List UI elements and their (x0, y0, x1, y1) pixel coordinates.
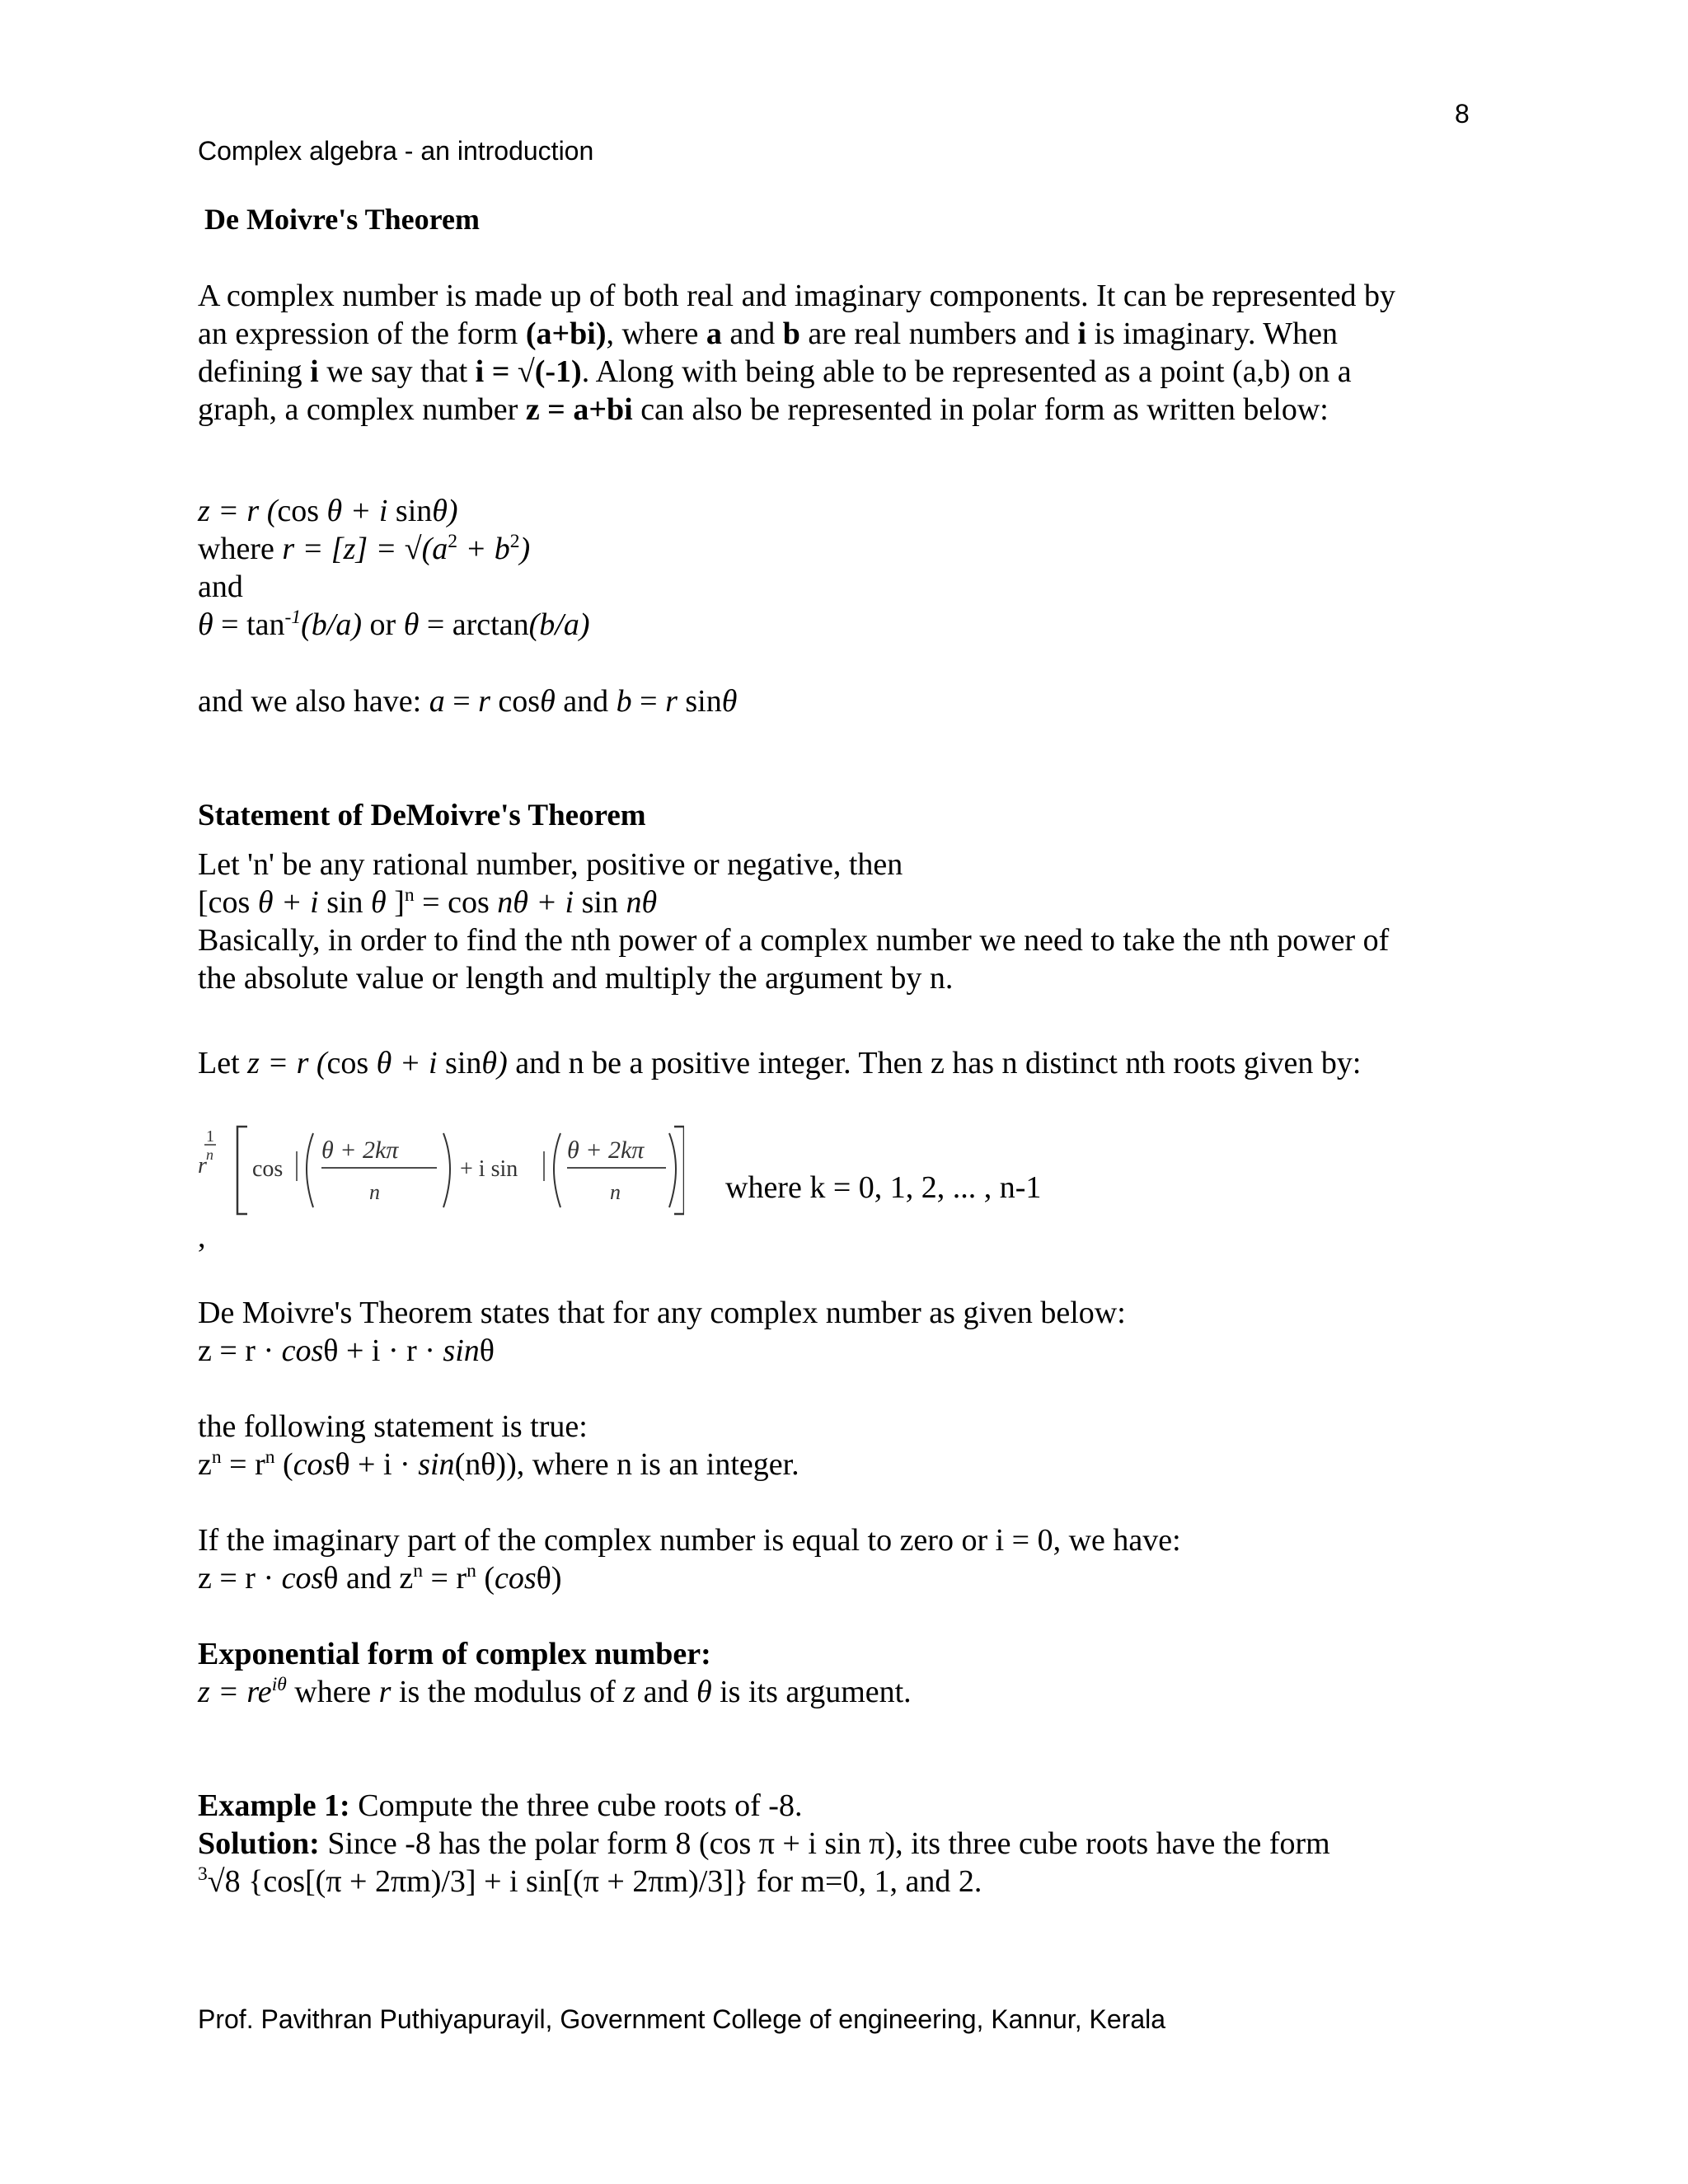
roots-intro-line: Let z = r (cos θ + i sinθ) and n be a positive integer. Then z has n distinct nth roots given by: (198, 1046, 1362, 1080)
text-line: an expression of the form (a+bi), where a and b are real numbers and i is imaginary. When (198, 316, 1338, 351)
text-line: If the imaginary part of the complex number is equal to zero or i = 0, we have: (198, 1523, 1181, 1558)
text-line: Basically, in order to find the nth power of a complex number we need to take the nth power of (198, 923, 1390, 958)
formula-line: z = r · cosθ and $z^n = r^n$ (cosθ) (198, 1559, 562, 1596)
cos-label: cos (252, 1156, 284, 1182)
exponential-heading: Exponential form of complex number: (198, 1637, 711, 1671)
exponent-numerator: 1 (206, 1127, 214, 1146)
exponential-block (198, 1635, 912, 1711)
formula-line: $z = re^{i\theta}$ where r is the modulus of z and θ is its argument. (198, 1673, 912, 1709)
text-line: the following statement is true: (198, 1409, 588, 1444)
exponent-denominator: n (206, 1146, 213, 1163)
demoivre-block (198, 1294, 1126, 1370)
running-header: Complex algebra - an introduction (198, 136, 594, 166)
text-line: the absolute value or length and multiply the argument by n. (198, 961, 954, 996)
formula-line: and (198, 569, 243, 604)
fraction-denominator: n (610, 1180, 621, 1204)
example-line: Example 1: Compute the three cube roots of -8. (198, 1788, 803, 1823)
section-title: De Moivre's Theorem (204, 203, 480, 236)
text-line: Let 'n' be any rational number, positive or negative, then (198, 847, 903, 882)
stray-comma: , (198, 1220, 206, 1254)
fraction-denominator: n (369, 1180, 380, 1204)
plus-i-sin-label: + i sin (460, 1156, 518, 1182)
k-range-note: where k = 0, 1, 2, ... , n-1 (725, 1170, 1042, 1205)
nth-roots-formula-image (198, 1117, 684, 1220)
zero-imaginary-block (198, 1521, 1181, 1597)
formula-line: [cos θ + i sin θ ]$^n$ = cos nθ + i sin nθ (198, 883, 658, 920)
radius-symbol: r (198, 1153, 207, 1179)
demoivre-result-block (198, 1408, 799, 1483)
fraction-numerator: θ + 2kπ (321, 1137, 399, 1164)
solution-line: Solution: Since -8 has the polar form 8 (cos π + i sin π), its three cube roots have the form (198, 1826, 1330, 1861)
fraction-numerator: θ + 2kπ (567, 1137, 645, 1164)
polar-components-line: and we also have: a = r cosθ and b = r sinθ (198, 684, 738, 719)
page-footer: Prof. Pavithran Puthiyapurayil, Government College of engineering, Kannur, Kerala (198, 2004, 1166, 2034)
page-number: 8 (1455, 99, 1470, 129)
text-line: defining i we say that i = √(-1). Along with being able to be represented as a point (a,b) on a (198, 354, 1352, 389)
statement-block (198, 846, 1389, 997)
formula-line: where $r = [z] = √(a^2 + b^2)$ (198, 530, 531, 566)
formula-line: $z^n = r^n$ (cosθ + i · sin(nθ)), where n is an integer. (198, 1446, 799, 1482)
text-line: graph, a complex number z = a+bi can also be represented in polar form as written below: (198, 392, 1329, 427)
polar-form-block (198, 492, 589, 644)
formula-line: z = r · cosθ + i · r · sinθ (198, 1333, 495, 1368)
formula-line: z = r (cos θ + i sinθ) (198, 494, 458, 528)
text-line: A complex number is made up of both real and imaginary components. It can be represented by (198, 279, 1396, 313)
example-block (198, 1787, 1330, 1900)
text-line: De Moivre's Theorem states that for any complex number as given below: (198, 1296, 1126, 1330)
intro-paragraph (198, 277, 1395, 429)
formula-line: $^3$√8 {cos[(π + 2πm)/3] + i sin[(π + 2πm)/3]} for m=0, 1, and 2. (198, 1863, 982, 1899)
formula-line: $\theta = \tan^{-1}(b/a)$ or θ = arctan(b/a) (198, 606, 590, 642)
statement-heading: Statement of DeMoivre's Theorem (198, 799, 646, 832)
